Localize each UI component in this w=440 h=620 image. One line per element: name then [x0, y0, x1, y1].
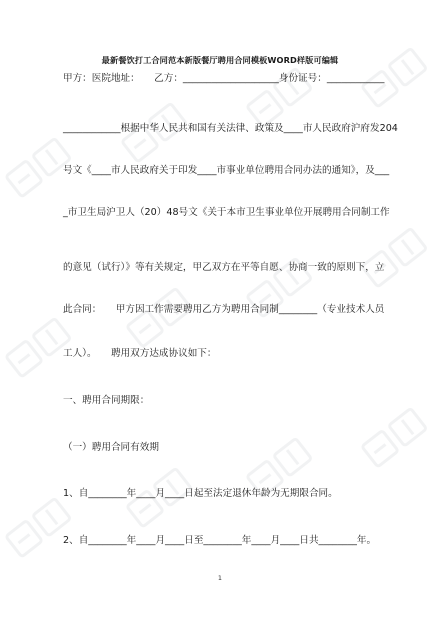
page-number: 1 — [217, 574, 223, 582]
contract-line-notice: 号文《____市人民政府关于印发____市事业单位聘用合同办法的通知》，及___ — [63, 165, 390, 176]
clause-2: 2、自________年____月____日至________年____月____日共________年。 — [63, 535, 377, 546]
watermark-stamp-icon — [1, 312, 77, 382]
watermark-stamp-icon — [357, 222, 433, 292]
watermark-stamp-icon — [122, 282, 198, 352]
contract-line-purpose: 此合同： 甲方因工作需要聘用乙方为聘用合同制________（专业技术人员 — [63, 304, 385, 315]
section-heading-term: 一、聘用合同期限： — [63, 395, 150, 406]
document-title: 最新餐饮打工合同范本新版餐厅聘用合同模板WORD样版可编辑 — [101, 55, 339, 65]
clause-1: 1、自________年____月____日起至法定退休年龄为无期限合同。 — [63, 488, 338, 499]
contract-line-agreement: 工人）。 聘用双方达成协议如下： — [63, 348, 217, 359]
watermark-stamp-icon — [1, 492, 77, 562]
subsection-heading-validity: （一）聘用合同有效期 — [63, 442, 159, 453]
contract-line-parties: 甲方：医院地址： 乙方：____________________身份证号：____________ — [63, 73, 385, 84]
contract-line-legal-basis: ____________根据中华人民共和国有关法律、政策及____市人民政府沪府发204 — [63, 123, 398, 134]
watermark-stamp-icon — [357, 402, 433, 472]
contract-line-principles: 的意见（试行）》等有关规定，甲乙双方在平等自愿、协商一致的原则下，立 — [63, 262, 385, 273]
contract-line-health-bureau: _市卫生局沪卫人（20）48号文《关于本市卫生事业单位开展聘用合同制工作 — [63, 207, 390, 218]
